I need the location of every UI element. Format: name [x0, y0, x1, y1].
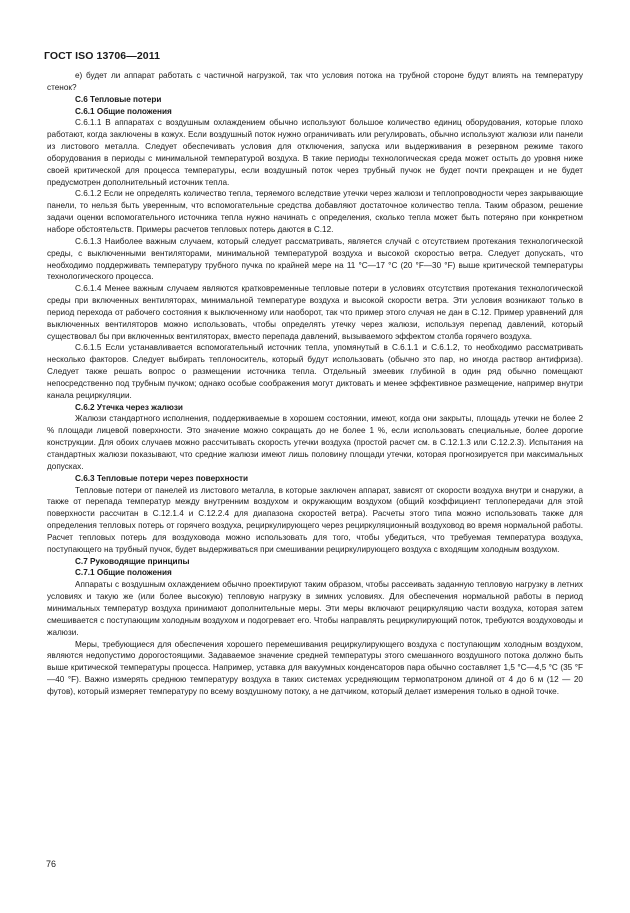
paragraph: С.6.1.4 Менее важным случаем являются кратковременные тепловые потери в условиях отсутствия протекания технологической среды при включенных вентиляторах, минимальной температуре воздуха и высокой скорости ветра. Эти условия возникают только в период перехода от рабочего состояния к выключенному или наоборот, так что пример этого случая не дан в С.12. Пример уравнений для выключенных вентиляторов можно использовать, чтобы определять утечку через жалюзи, используя перепад давлений, который существовал бы при включенных вентиляторах, вместо перепада давлений, вызываемого эффектом столба горячего воздуха. [47, 284, 583, 341]
paragraph: С.6.1.5 Если устанавливается вспомогательный источник тепла, упомянутый в С.6.1.1 и С.6.1.2, то необходимо рассматривать несколько факторов. Следует выбирать теплоноситель, который будут использовать (обычно это пар, но иногда раствор антифриза). Следует также решать вопрос о размещении источника тепла. Отдельный змеевик глубиной в один ряд обычно помещают непосредственно под трубным пучком; однако особые соображения могут диктовать и менее эффективное размещение, например внутри канала рециркуляции. [47, 343, 583, 400]
paragraph: Тепловые потери от панелей из листового металла, в которые заключен аппарат, зависят от скорости воздуха внутри и снаружи, а также от перепада температур между внутренним воздухом и окружающим воздухом (общий коэффициент теплопередачи для этой поверхности рассчитан в С.12.1.4 и С.12.2.4 для диапазона скоростей ветра). Расчеты этого типа можно использовать также для определения тепловых потерь от горячего воздуха, рециркулирующего через рециркуляционный воздуховод во время нормальной работы. Расчет тепловых потерь для воздуховода можно использовать для того, чтобы убедиться, что требуемая температура воздуха, поступающего на трубный пучок, будет выдерживаться при смешивании рециркулирующего воздуха с входящим холодным воздухом. [47, 485, 583, 554]
page-number: 76 [46, 859, 57, 869]
section-heading: С.6.3 Тепловые потери через поверхности [75, 473, 249, 483]
section-heading: С.6.1 Общие положения [75, 106, 172, 116]
section-heading: С.6 Тепловые потери [75, 94, 162, 104]
paragraph: Аппараты с воздушным охлаждением обычно проектируют таким образом, чтобы рассеивать заданную тепловую нагрузку в летних условиях и такую же (или более высокую) тепловую нагрузку в зимних условиях. Для обеспечения нормальной работы в период минимальных температур воздуха принимают дополнительные меры. Эти меры включают рециркуляцию части воздуха, которая затем смешивается с поступающим холодным воздухом и подогревает его. Чтобы направлять рециркулирующий поток, требуются воздуховоды и жалюзи. [47, 580, 583, 637]
paragraph: Меры, требующиеся для обеспечения хорошего перемешивания рециркулирующего воздуха с поступающим холодным воздухом, являются недопустимо дорогостоящими. Задаваемое значение средней температуры этого смешанного воздушного потока должно быть выше критической температуры процесса. Например, уставка для вакуумных конденсаторов пара обычно составляет 1,5 °С—4,5 °С (35 °F—40 °F). Важно измерять среднюю температуру воздуха в таких системах усредняющим термопатроном длиной от 4 до 6 м (12 — 20 футов), который измеряет температуру по всему воздушному потоку, а не датчиком, который делает измерения только в одной точке. [47, 639, 583, 696]
paragraph: С.6.1.3 Наиболее важным случаем, который следует рассматривать, является случай с отсутствием протекания технологической среды, с выключенными вентиляторами, минимальной температурой воздуха и высокой скоростью ветра. Следует допускать, что необходимо поддерживать температуру трубного пучка по крайней мере на 11 °С—17 °С (20 °F—30 °F) выше критической температуры технологического процесса. [47, 236, 583, 282]
paragraph: С.6.1.1 В аппаратах с воздушным охлаждением обычно используют большое количество единиц оборудования, которые плохо работают, когда заключены в кожух. Если воздушный поток нужно ограничивать или регулировать, обычно используют жалюзи или панели из листового металла. Следует обеспечивать условия для отключения, запуска или выдерживания в резервном режиме такого оборудования в периоды с минимальной температурой воздуха. В такие периоды технологическая среда может остыть до уровня ниже своей критической для процесса температуры, если воздушный поток через трубный пучок не будет почти прекращен и не будет предусмотрен дополнительный источник тепла. [47, 118, 583, 187]
document-header: ГОСТ ISO 13706—2011 [44, 50, 161, 62]
section-heading: С.7 Руководящие принципы [75, 556, 190, 566]
paragraph: С.6.1.2 Если не определять количество тепла, теряемого вследствие утечки через жалюзи и теплопроводности через закрывающие панели, то нельзя быть уверенным, что вспомогательные средства добавляют достаточное количество тепла. Таким образом, решение задачи оценки вспомогательного источника тепла нужно начинать с определения, сколько тепла может быть потеряно при конкретном наборе обстоятельств. Примеры расчетов тепловых потерь даются в С.12. [47, 189, 583, 234]
section-heading: С.7.1 Общие положения [75, 568, 172, 578]
paragraph: e) будет ли аппарат работать с частичной нагрузкой, так что условия потока на трубной стороне будут влиять на температуру стенок? [47, 71, 583, 92]
paragraph: Жалюзи стандартного исполнения, поддерживаемые в хорошем состоянии, имеют, когда они закрыты, площадь утечки не более 2 % площади лицевой поверхности. Это значение можно сокращать до не более 1 %, если использовать специальные, более дорогие конструкции. Для обоих случаев можно рассчитывать скорость утечки воздуха (простой расчет см. в С.12.1.3 или С.12.2.3). Испытания на стандартных жалюзи показывают, что средние жалюзи имеют лишь половину площади утечки, которая прогнозируется при максимальных допусках. [47, 414, 583, 471]
section-heading: С.6.2 Утечка через жалюзи [75, 402, 183, 412]
document-body [47, 70, 583, 698]
